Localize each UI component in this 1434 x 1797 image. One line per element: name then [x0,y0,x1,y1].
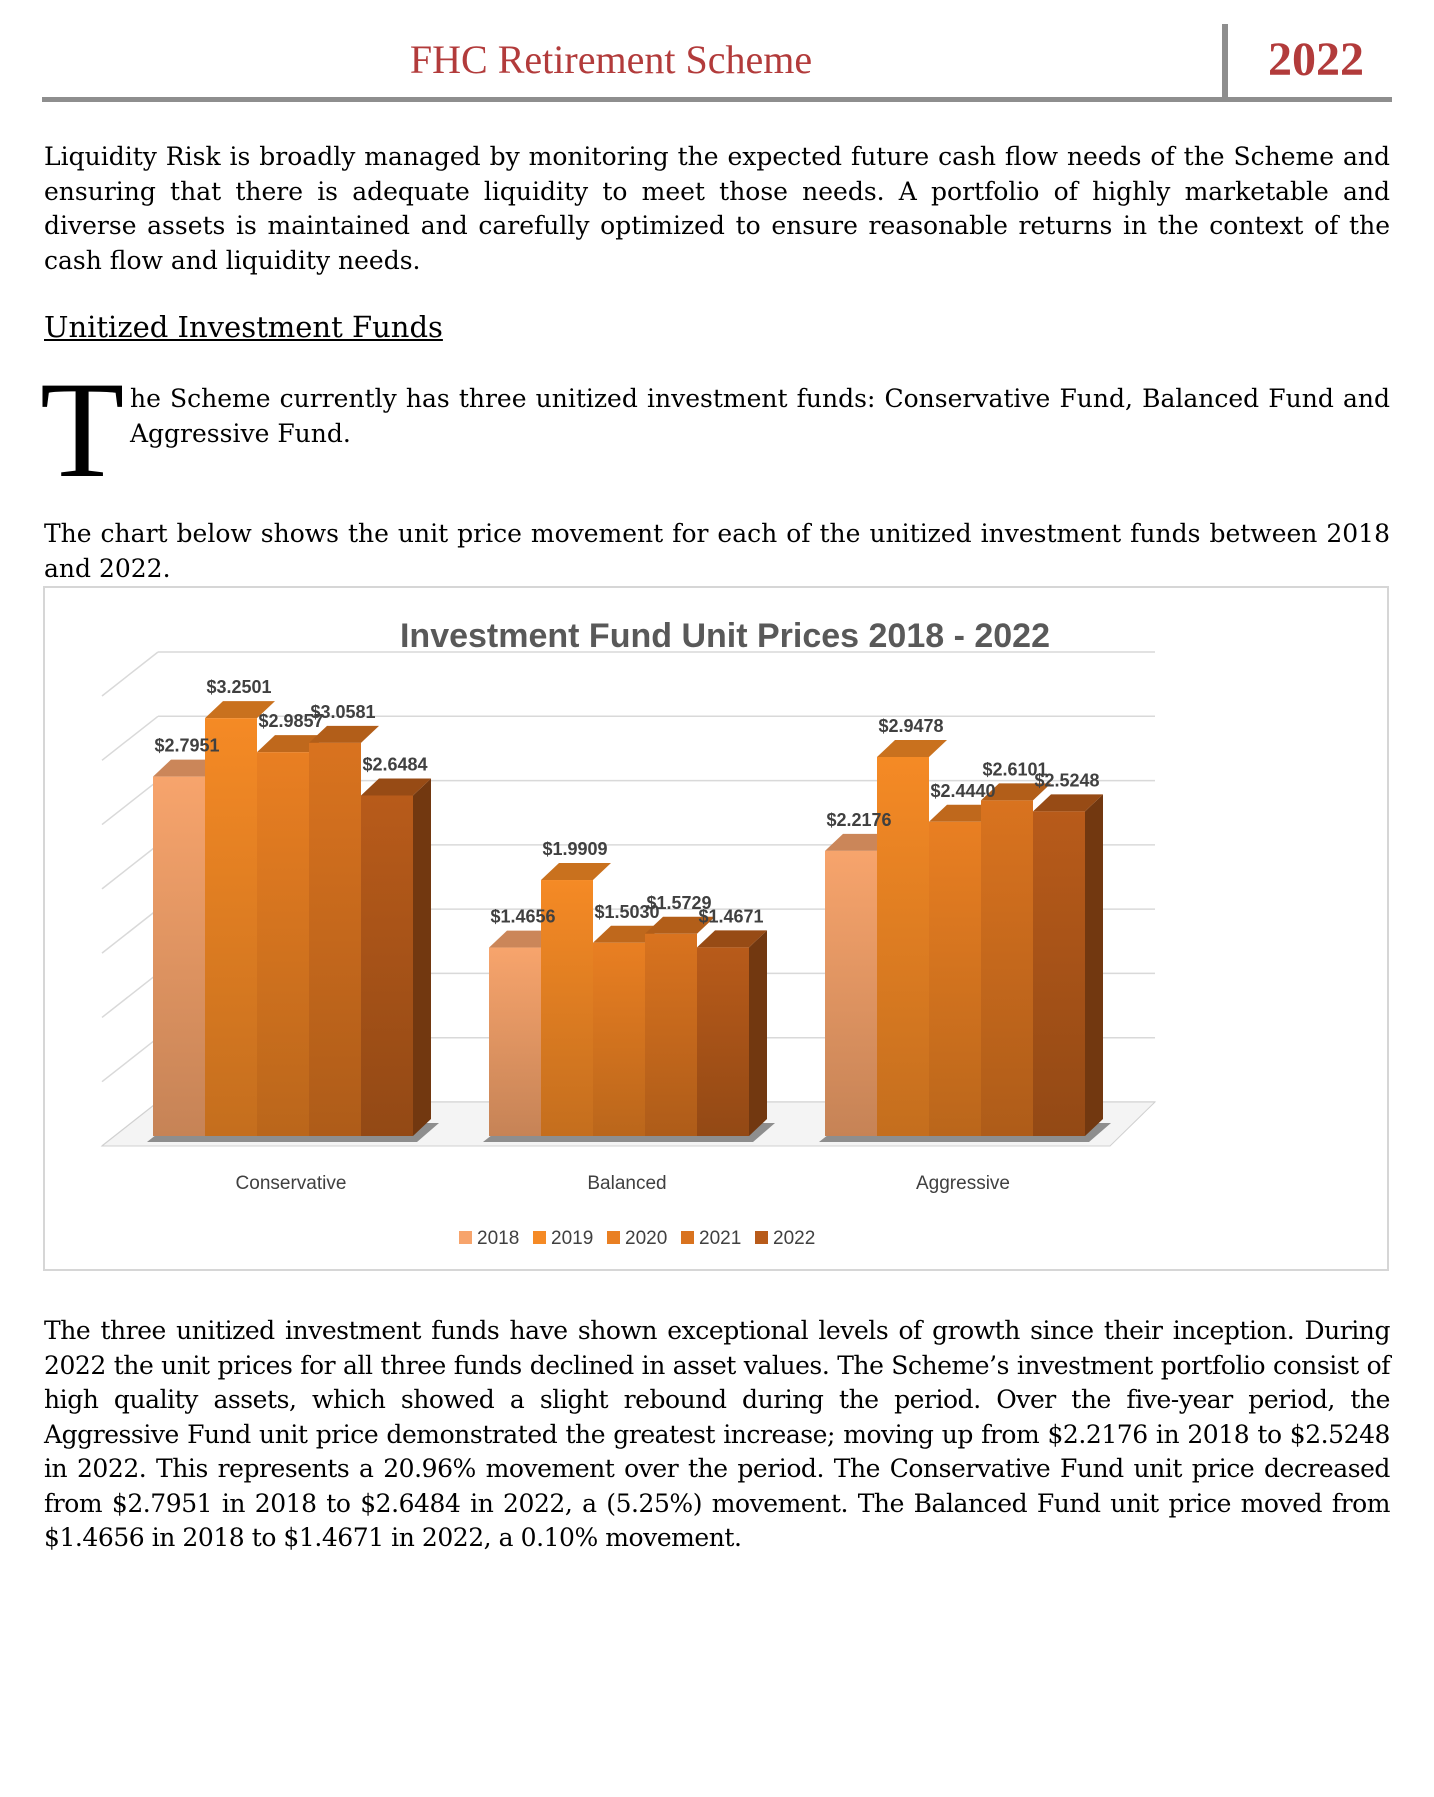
gridline-side [102,716,158,760]
bar-front [205,718,257,1136]
data-label: $2.9478 [878,715,944,736]
bar-front [697,947,749,1136]
data-label: $3.2501 [206,677,272,698]
legend-label: 2021 [699,1228,742,1249]
bar-front [153,777,205,1136]
bar-chart [45,588,1387,1269]
legend-label: 2022 [773,1228,816,1249]
funds-intro-paragraph: he Scheme currently has three unitized investment funds: Conservative Fund, Balanced Fund and Aggressive Fund. [130,384,1390,448]
gridline-side [102,1038,158,1082]
bar-front [825,851,877,1136]
gridline-side [102,845,158,889]
data-label: $1.4671 [698,906,764,927]
section-heading: Unitized Investment Funds [44,310,443,344]
data-label: $1.5030 [594,901,660,922]
bar-top [877,740,947,757]
category-label: Balanced [587,1173,667,1194]
data-label: $1.9909 [542,839,608,860]
data-label: $2.2176 [826,809,892,830]
gridline-side [102,652,158,696]
legend-item-2019 [533,1228,593,1249]
data-label: $1.5729 [646,892,712,913]
document-header-title: FHC Retirement Scheme [409,37,813,82]
bar-aggressive-2022 [1033,794,1103,1136]
bar-front [645,934,697,1136]
legend-item-2020 [607,1228,667,1249]
bar-side [413,778,431,1136]
data-label: $2.6484 [362,754,428,775]
bar-conservative-2022 [361,778,431,1136]
category-label: Aggressive [916,1173,1010,1194]
legend-swatch [681,1231,694,1244]
bar-balanced-2022 [697,930,767,1136]
data-label: $2.9857 [258,711,324,732]
bar-front [981,800,1033,1136]
data-label: $2.7951 [154,735,220,756]
legend-item-2018 [459,1228,519,1249]
data-label: $1.4656 [490,906,556,927]
bar-front [361,795,413,1136]
gridline-side [102,973,158,1017]
legend-label: 2018 [477,1228,520,1249]
legend-label: 2019 [551,1228,594,1249]
legend-swatch [459,1231,472,1244]
bar-front [1033,811,1085,1136]
bar-front [929,822,981,1136]
gridline-side [102,909,158,953]
legend-label: 2020 [625,1228,668,1249]
gridline-side [102,781,158,825]
data-label: $2.5248 [1034,770,1100,791]
chart-legend [459,1228,815,1249]
bar-front [257,752,309,1136]
header-divider [1222,24,1228,97]
chart-category-labels [236,1173,1010,1194]
legend-item-2022 [755,1228,815,1249]
data-label: $2.6101 [982,759,1048,780]
legend-swatch [607,1231,620,1244]
bar-side [749,930,767,1136]
chart-container [43,586,1389,1271]
data-label: $2.4440 [930,780,996,801]
summary-paragraph: The three unitized investment funds have shown exceptional levels of growth since their inception. During 2022 the unit prices for all three funds declined in asset values. The Scheme’s investment portfolio consist of high quality assets, which showed a slight rebound during the period. Over the five-year period, the Aggressive Fund unit price demonstrated the greatest increase; moving up from $2.2176 in 2018 to $2.5248 in 2022. This represents a 20.96% movement over the period. The Conservative Fund unit price decreased from $2.7951 in 2018 to $2.6484 in 2022, a (5.25%) movement. The Balanced Fund unit price moved from $1.4656 in 2018 to $1.4671 in 2022, a 0.10% movement. [44,1316,1390,1552]
legend-swatch [755,1231,768,1244]
bar-front [593,943,645,1136]
data-label: $3.0581 [310,701,376,722]
header-rule [42,97,1392,102]
liquidity-paragraph: Liquidity Risk is broadly managed by monitoring the expected future cash flow needs of the Scheme and ensuring that there is adequate liquidity to meet those needs. A portfolio of highly marketable and diverse assets is maintained and carefully optimized to ensure reasonable returns in the context of the cash flow and liquidity needs. [44,142,1390,275]
category-label: Conservative [235,1173,347,1194]
bar-top [541,863,611,880]
document-header-year: 2022 [1268,33,1364,86]
bar-side [1085,794,1103,1136]
legend-item-2021 [681,1228,741,1249]
bar-front [309,743,361,1136]
legend-swatch [533,1231,546,1244]
bar-front [489,948,541,1136]
drop-cap: T [40,353,125,506]
chart-title: Investment Fund Unit Prices 2018 - 2022 [399,617,1051,655]
chart-intro-paragraph: The chart below shows the unit price movement for each of the unitized investment funds between 2018 and 2022. [44,519,1390,583]
